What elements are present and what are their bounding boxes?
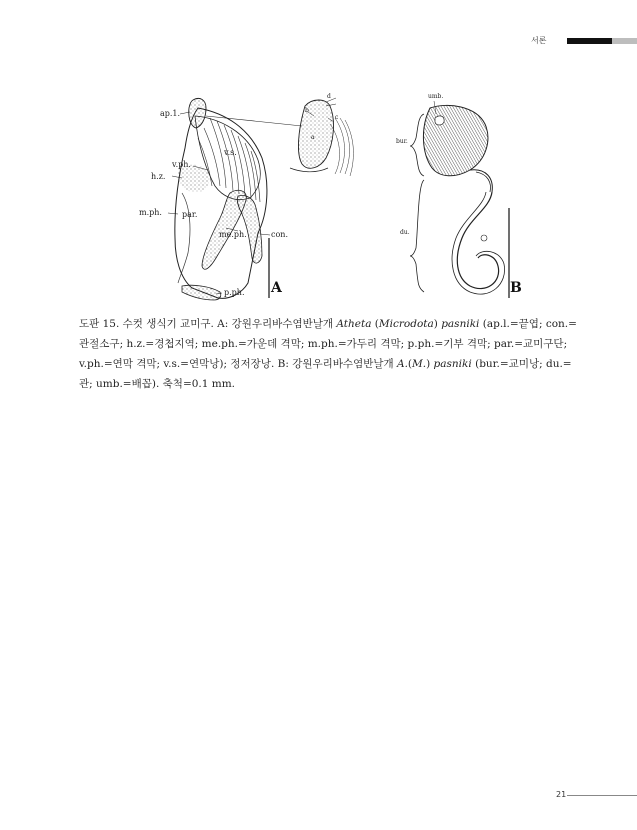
- header-bar-dark: [567, 38, 612, 44]
- inset-letter-a: a: [311, 134, 315, 141]
- label-umb: umb.: [428, 93, 444, 100]
- caption-text: (: [371, 318, 379, 330]
- caption-epithet: pasniki: [433, 358, 472, 370]
- label-hz: h.z.: [151, 172, 166, 181]
- running-header-section: 서론: [531, 36, 547, 45]
- label-pph: p.ph.: [224, 288, 245, 297]
- figure-caption: [79, 314, 579, 394]
- label-bur: bur.: [396, 138, 408, 145]
- label-du: du.: [400, 229, 410, 236]
- caption-text: (: [407, 358, 413, 370]
- panel-a-letter: A: [271, 280, 282, 296]
- caption-text: ): [433, 318, 442, 330]
- caption-subgenus-abbrev: M.: [412, 358, 427, 370]
- panel-b-letter: B: [510, 280, 522, 296]
- caption-epithet: pasniki: [441, 318, 480, 330]
- label-ap1: ap.1.: [160, 109, 181, 118]
- figure-plate-15: [130, 88, 530, 306]
- caption-subgenus: Microdota: [378, 318, 434, 330]
- label-vph: v.ph.: [172, 160, 191, 169]
- panel-a-inset-drawing: [290, 98, 353, 178]
- caption-genus-abbrev: A.: [396, 358, 408, 370]
- inset-letter-d: d: [327, 93, 331, 100]
- panel-a-drawing: [168, 98, 302, 300]
- caption-genus: Atheta: [336, 318, 372, 330]
- label-meph: me.ph.: [219, 230, 247, 239]
- inset-letter-c: c: [335, 114, 339, 121]
- label-vs: v.s.: [224, 148, 237, 157]
- caption-text: ): [426, 358, 434, 370]
- header-bar-light: [612, 38, 637, 44]
- caption-text: 도판 15. 수컷 생식기 교미구. A: 강원우리바수염반날개: [79, 318, 337, 330]
- label-mph: m.ph.: [139, 208, 162, 217]
- label-con: con.: [271, 230, 288, 239]
- page-number: 21: [556, 790, 567, 799]
- figure-drawing: [130, 88, 530, 306]
- caption-text: (bur.=교미낭; du.=관; umb.=배꼽). 축척=0.1 mm.: [79, 358, 572, 390]
- label-par: par.: [182, 210, 198, 219]
- inset-letter-b: b: [305, 107, 309, 114]
- footer-rule: [567, 795, 637, 796]
- caption-text: (ap.l.=끝엽; con.=관절소구; h.z.=경첩지역; me.ph.=가운데 격막; m.ph.=가두리 격막; p.ph.=기부 격막; par.=교미구단; v.ph.=연막 격막; v.s.=연막낭); 정저장낭. B: 강원우리바수염반날개: [79, 318, 577, 370]
- panel-b-drawing: [410, 101, 509, 298]
